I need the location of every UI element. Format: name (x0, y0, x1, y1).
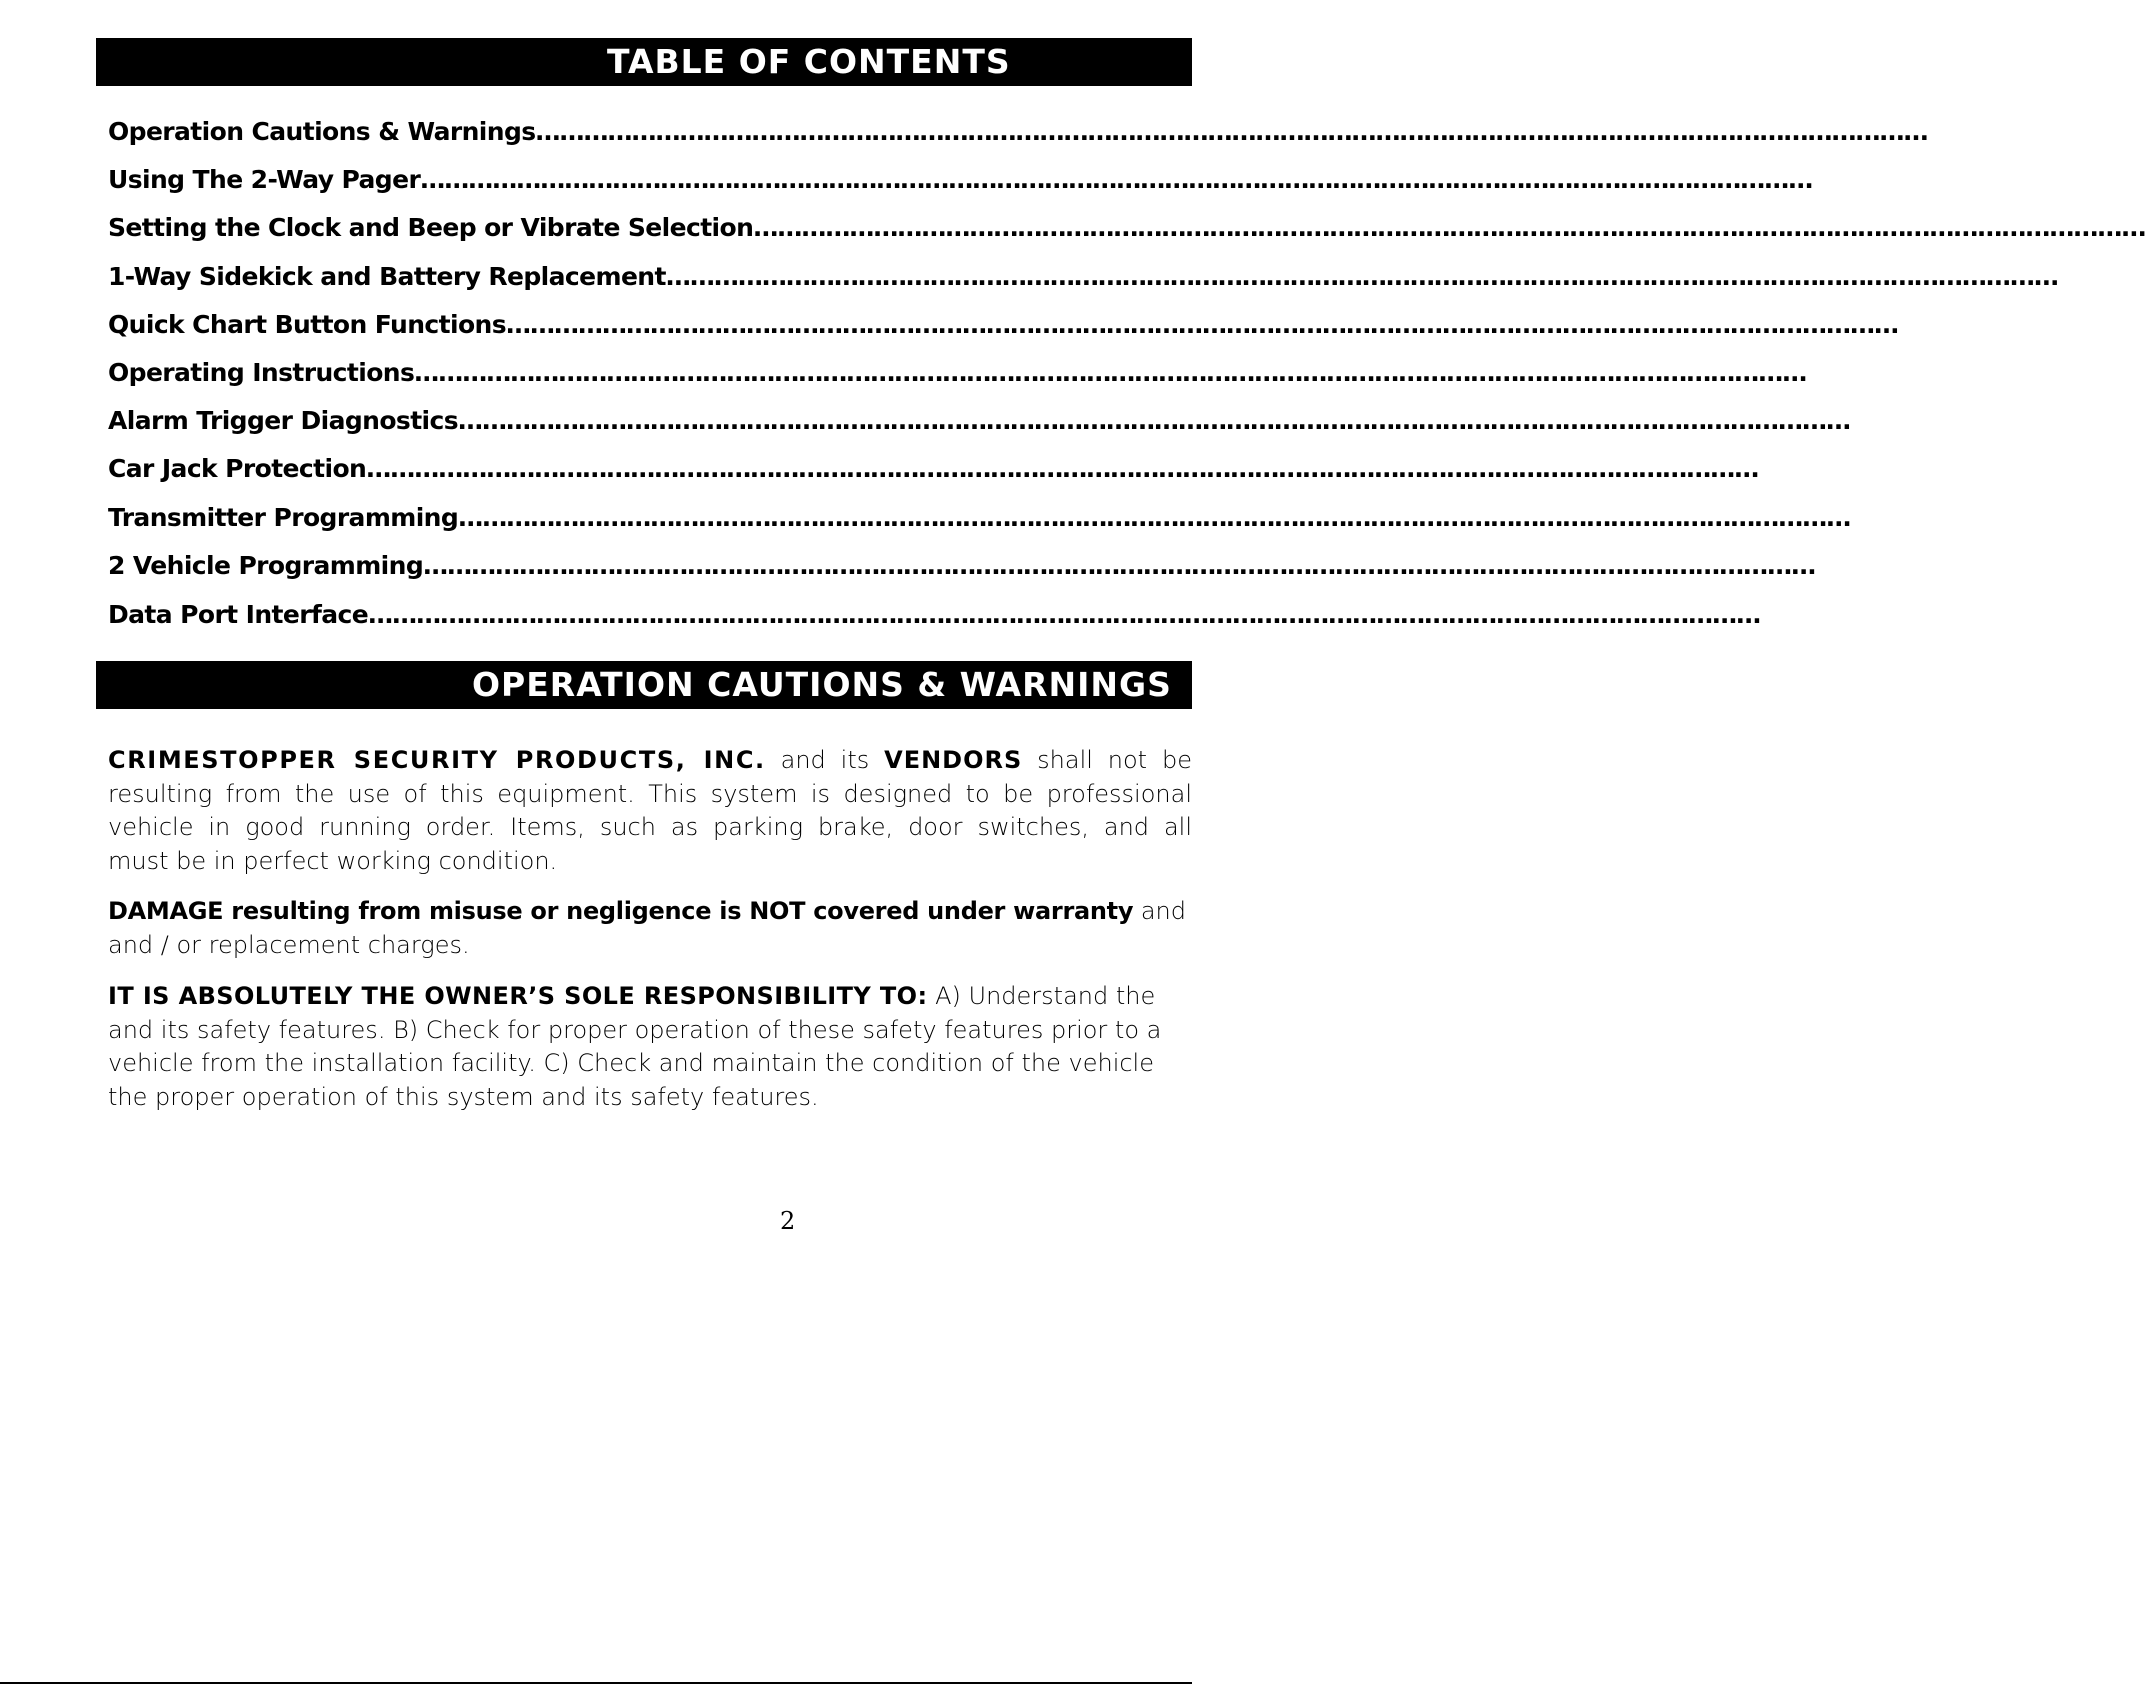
toc-item-data-port[interactable] (108, 597, 1761, 633)
toc-item-title: 2 Vehicle Programming (108, 551, 424, 580)
toc-item-leader: ………………………………………………………………………………………………………………………………………………………… (665, 262, 2058, 291)
damage-paragraph (108, 895, 1192, 962)
paragraph-line: vehicle in good running order. Items, such as parking brake, door switches, and all (108, 813, 1192, 841)
bottom-rule (0, 1682, 1192, 1684)
toc-heading-bar (96, 38, 1192, 86)
toc-item-title: Operation Cautions & Warnings (108, 117, 536, 146)
toc-item-title: Using The 2-Way Pager (108, 165, 421, 194)
damage-warning: DAMAGE resulting from misuse or negligence is NOT covered under warranty (108, 897, 1134, 925)
responsibility-paragraph (108, 980, 1192, 1114)
vendors-label: VENDORS (884, 746, 1023, 774)
text-run: shall not be (1037, 746, 1192, 774)
toc-item-operation-cautions[interactable] (108, 114, 1928, 150)
toc-item-setting-clock[interactable] (108, 210, 2145, 246)
toc-item-leader: ………………………………………………………………………………………………………………………………………………………… (535, 117, 1928, 146)
toc-item-leader: ………………………………………………………………………………………………………………………………………………………… (423, 551, 1816, 580)
paragraph-line (108, 980, 1192, 1014)
toc-item-title: 1-Way Sidekick and Battery Replacement (108, 262, 666, 291)
warnings-heading: OPERATION CAUTIONS & WARNINGS (472, 665, 1172, 704)
toc-item-transmitter-programming[interactable] (108, 500, 1851, 536)
toc-item-title: Car Jack Protection (108, 454, 367, 483)
paragraph-line: the proper operation of this system and its safety features. (108, 1082, 819, 1111)
paragraph-line (108, 744, 1192, 778)
warnings-heading-bar (96, 661, 1192, 709)
toc-item-operating-instructions[interactable] (108, 355, 1807, 391)
paragraph-line: vehicle from the installation facility. C) Check and maintain the condition of the vehicle (108, 1049, 1154, 1077)
toc-item-leader: ………………………………………………………………………………………………………………………………………………………… (753, 213, 2145, 242)
toc-item-vehicle-programming[interactable] (108, 548, 1816, 584)
toc-item-leader: ………………………………………………………………………………………………………………………………………………………… (458, 503, 1851, 532)
toc-item-title: Quick Chart Button Functions (108, 310, 507, 339)
company-name: CRIMESTOPPER SECURITY PRODUCTS, INC. (108, 746, 766, 774)
paragraph-line (108, 895, 1192, 929)
toc-item-quick-chart[interactable] (108, 307, 1899, 343)
paragraph-line: resulting from the use of this equipment. This system is designed to be professional (108, 779, 1192, 808)
toc-item-leader: ………………………………………………………………………………………………………………………………………………………… (368, 600, 1761, 629)
toc-item-leader: ………………………………………………………………………………………………………………………………………………………… (506, 310, 1899, 339)
paragraph-line: must be in perfect working condition. (108, 846, 558, 875)
paragraph-line: and its safety features. B) Check for proper operation of these safety features prior to a (108, 1015, 1162, 1044)
responsibility-heading: IT IS ABSOLUTELY THE OWNER’S SOLE RESPONSIBILITY TO: (108, 982, 928, 1010)
toc-item-leader: ………………………………………………………………………………………………………………………………………………………… (366, 454, 1759, 483)
text-run: and its (780, 746, 870, 774)
page-number: 2 (780, 1207, 796, 1235)
text-run: and (1140, 897, 1186, 925)
toc-item-title: Alarm Trigger Diagnostics (108, 406, 459, 435)
toc-item-alarm-diagnostics[interactable] (108, 403, 1851, 439)
toc-item-sidekick-battery[interactable] (108, 259, 2058, 295)
toc-item-title: Setting the Clock and Beep or Vibrate Selection (108, 213, 754, 242)
toc-item-title: Data Port Interface (108, 600, 369, 629)
toc-item-title: Operating Instructions (108, 358, 415, 387)
text-run: A) Understand the (935, 982, 1156, 1010)
toc-heading: TABLE OF CONTENTS (607, 42, 1011, 81)
toc-item-leader: ………………………………………………………………………………………………………………………………………………………… (414, 358, 1807, 387)
toc-item-car-jack[interactable] (108, 451, 1759, 487)
toc-item-using-pager[interactable] (108, 162, 1813, 198)
liability-paragraph (108, 744, 1192, 878)
toc-item-leader: ………………………………………………………………………………………………………………………………………………………… (420, 165, 1813, 194)
toc-item-title: Transmitter Programming (108, 503, 459, 532)
toc-item-leader: ………………………………………………………………………………………………………………………………………………………… (458, 406, 1851, 435)
paragraph-line: and / or replacement charges. (108, 930, 470, 959)
